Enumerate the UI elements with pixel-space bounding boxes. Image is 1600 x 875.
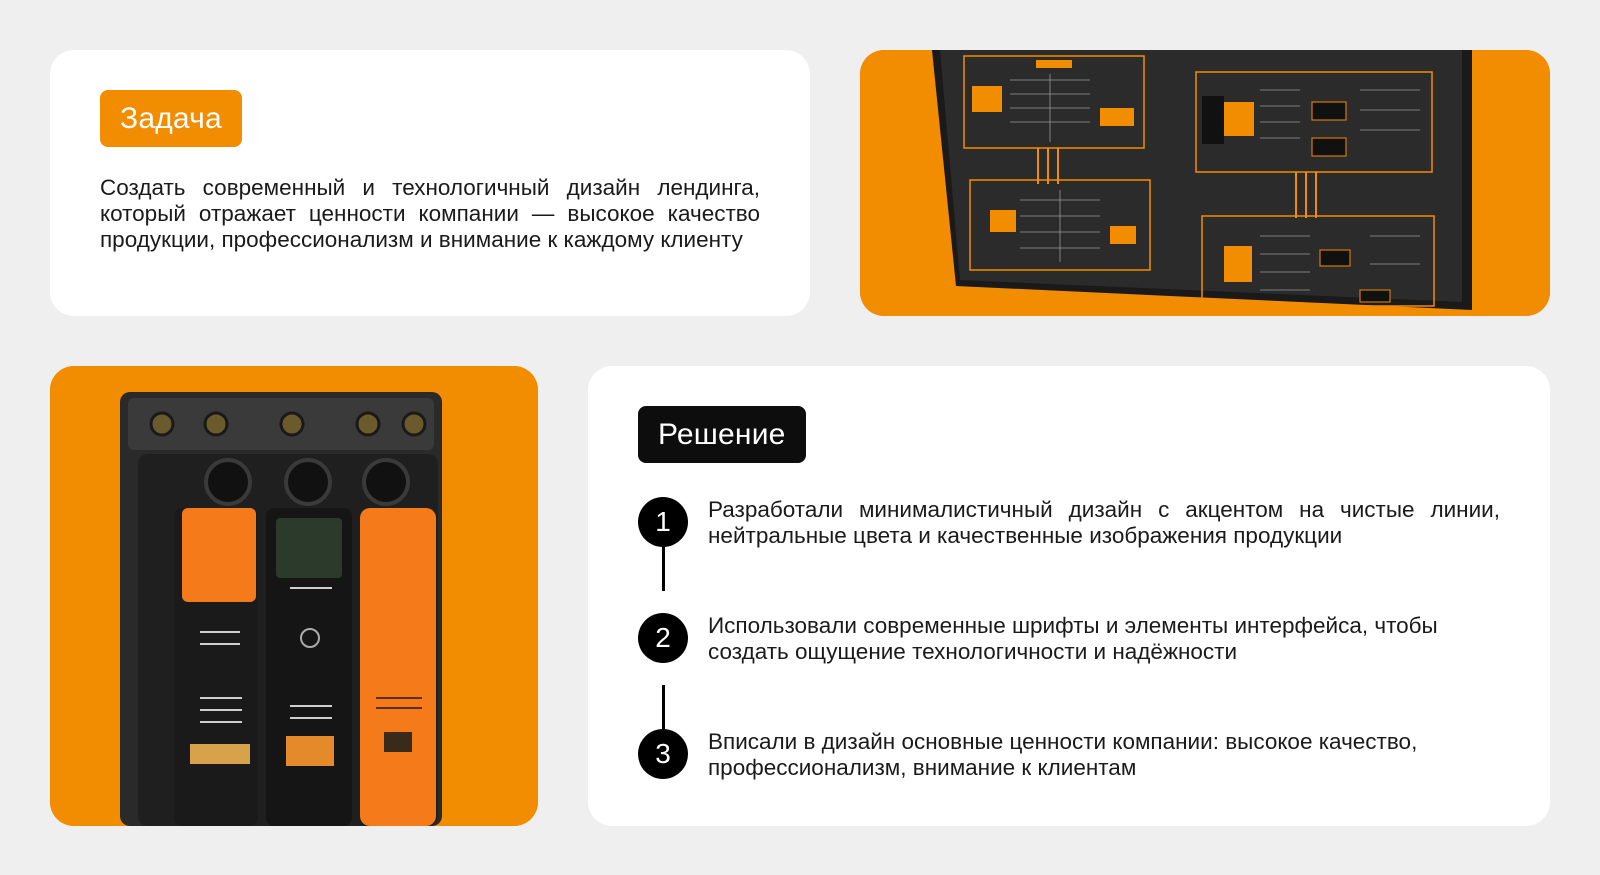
control-panel-illustration bbox=[860, 50, 1550, 316]
step-text-2: Использовали современные шрифты и элементы интерфейса, чтобы создать ощущение технологичности и надёжности bbox=[708, 613, 1438, 664]
task-label: Задача bbox=[100, 90, 242, 147]
task-card bbox=[50, 50, 810, 316]
solution-step-2 bbox=[638, 613, 1500, 673]
solution-step-3 bbox=[638, 729, 1500, 789]
step-number-3: 3 bbox=[638, 729, 688, 779]
solution-label: Решение bbox=[638, 406, 806, 463]
step-connector-2 bbox=[662, 685, 665, 729]
step-text-1: Разработали минималистичный дизайн с акцентом на чистые линии, нейтральные цвета и качественные изображения продукции bbox=[708, 497, 1500, 548]
solution-card bbox=[588, 366, 1550, 826]
step-text-3: Вписали в дизайн основные ценности компании: высокое качество, профессионализм, внимание к клиентам bbox=[708, 729, 1418, 780]
step-number-1: 1 bbox=[638, 497, 688, 547]
solution-step-1 bbox=[638, 497, 1500, 557]
step-number-2: 2 bbox=[638, 613, 688, 663]
circuit-breaker-photo bbox=[50, 366, 538, 826]
step-connector-1 bbox=[662, 547, 665, 591]
circuit-breaker-illustration bbox=[50, 366, 538, 826]
control-panel-photo bbox=[860, 50, 1550, 316]
task-description: Создать современный и технологичный дизайн лендинга, который отражает ценности компании — высокое качество продукции, профессионализм и внимание к каждому клиенту bbox=[100, 175, 760, 252]
